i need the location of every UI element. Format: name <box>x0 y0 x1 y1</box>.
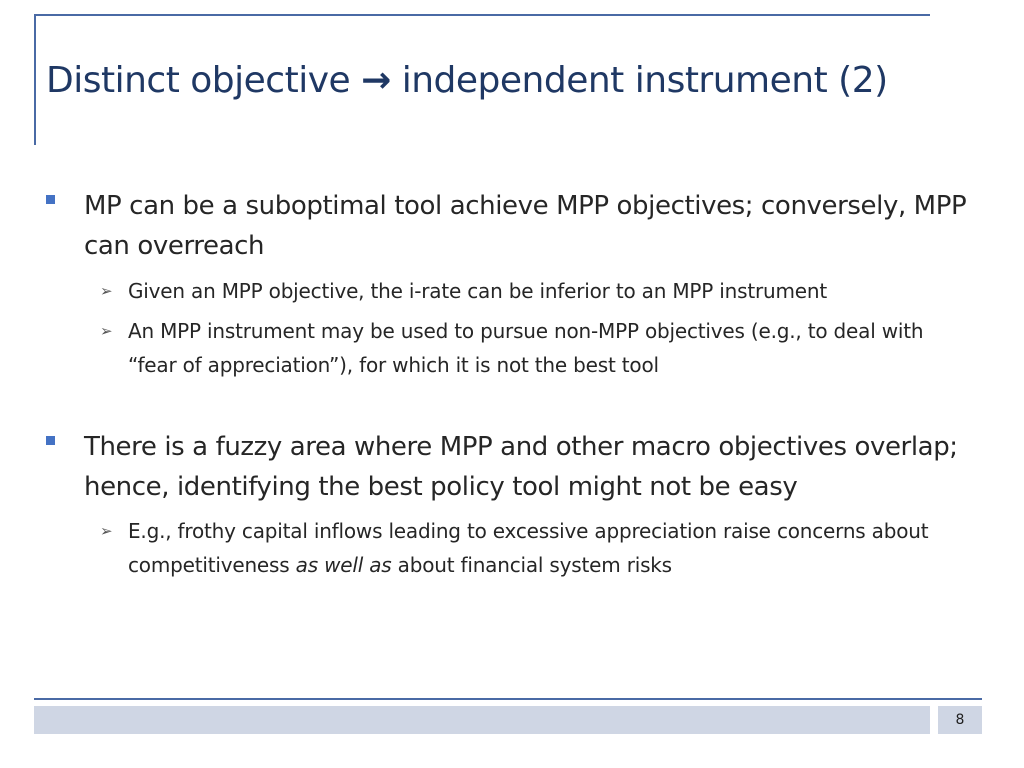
slide-title <box>46 60 888 101</box>
bullet-text: There is a fuzzy area where MPP and other macro objectives overlap; hence, identifying the best policy tool might not be easy <box>84 432 958 502</box>
bullet-text: MP can be a suboptimal tool achieve MPP objectives; conversely, MPP can overreach <box>84 191 967 261</box>
sub-bullet-text-end: about financial system risks <box>391 553 672 577</box>
sub-bullet-text: Given an MPP objective, the i-rate can be inferior to an MPP instrument <box>128 279 828 303</box>
title-text-end: independent instrument (2) <box>401 60 888 101</box>
arrowhead-bullet-icon: ➢ <box>100 282 113 300</box>
square-bullet-icon <box>46 436 55 445</box>
sub-bullet-text-start: E.g., frothy capital inflows leading to excessive appreciation raise concerns about competitiveness <box>128 519 929 577</box>
footer-bar <box>34 706 930 734</box>
sub-bullet-text: An MPP instrument may be used to pursue non-MPP objectives (e.g., to deal with “fear of appreciation”), for which it is not the best tool <box>128 319 924 377</box>
right-arrow-icon: → <box>361 60 391 101</box>
title-frame-left-rule <box>34 14 36 145</box>
title-text-start: Distinct objective <box>46 60 351 101</box>
arrowhead-bullet-icon: ➢ <box>100 522 113 540</box>
title-frame-top-rule <box>34 14 930 16</box>
emphasis-text: as well as <box>295 553 392 577</box>
square-bullet-icon <box>46 195 55 204</box>
sub-bullet-text <box>128 514 968 582</box>
arrowhead-bullet-icon: ➢ <box>100 322 113 340</box>
footer-rule <box>34 698 982 700</box>
page-number: 8 <box>938 706 982 734</box>
